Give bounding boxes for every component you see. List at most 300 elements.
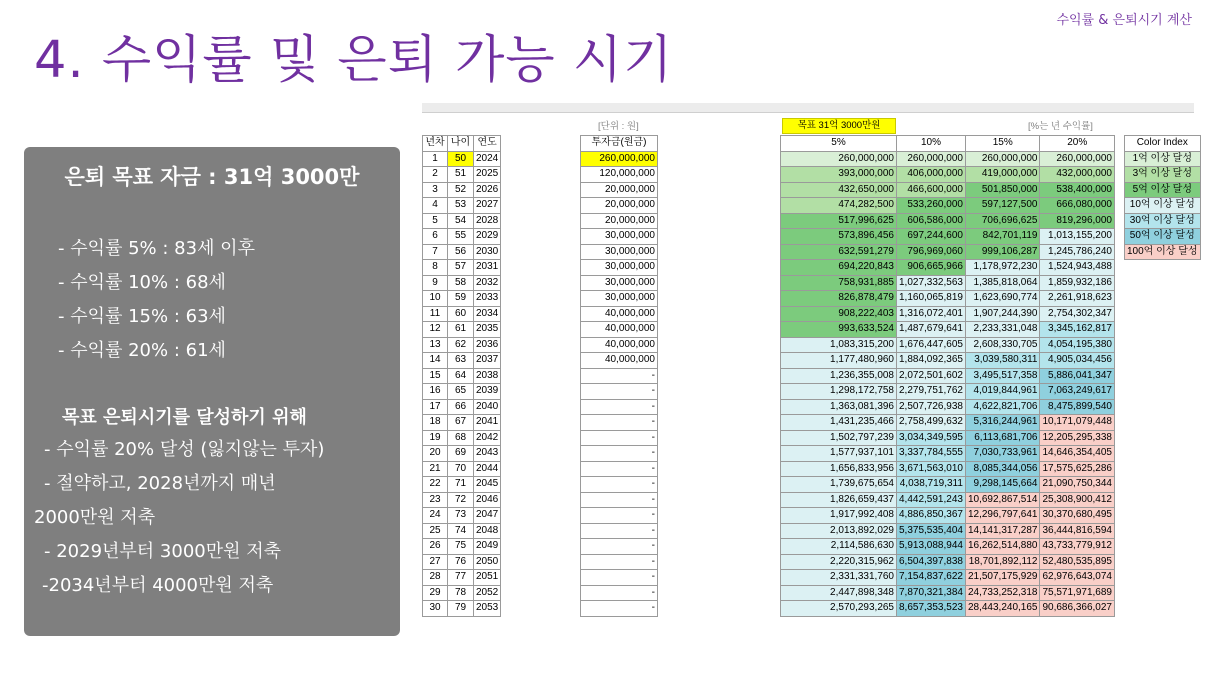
table-cell: 27 bbox=[423, 554, 448, 570]
table-row bbox=[781, 229, 1115, 245]
table-row bbox=[581, 244, 658, 260]
investment-table bbox=[580, 135, 658, 617]
rate-line: - 수익률 20% : 61세 bbox=[58, 340, 226, 361]
plan-line: 2000만원 저축 bbox=[34, 507, 156, 528]
table-row bbox=[581, 182, 658, 198]
table-cell: 20,000,000 bbox=[581, 213, 658, 229]
table-row bbox=[581, 492, 658, 508]
table-cell: 1,027,332,563 bbox=[897, 275, 966, 291]
table-cell: 2036 bbox=[474, 337, 501, 353]
table-cell: 59 bbox=[448, 291, 474, 307]
table-cell: 4,442,591,243 bbox=[897, 492, 966, 508]
header-row bbox=[1125, 136, 1201, 152]
table-cell: 432,650,000 bbox=[781, 182, 897, 198]
table-row bbox=[781, 260, 1115, 276]
table-cell: 1억 이상 달성 bbox=[1125, 151, 1201, 167]
table-row bbox=[581, 523, 658, 539]
table-cell: 5,913,088,944 bbox=[897, 539, 966, 555]
table-row bbox=[1125, 151, 1201, 167]
table-cell: 73 bbox=[448, 508, 474, 524]
table-cell: 260,000,000 bbox=[1040, 151, 1115, 167]
table-cell: 120,000,000 bbox=[581, 167, 658, 183]
table-cell: 826,878,479 bbox=[781, 291, 897, 307]
header-cell: 투자금(원금) bbox=[581, 136, 658, 152]
table-cell: 2,754,302,347 bbox=[1040, 306, 1115, 322]
table-cell: 260,000,000 bbox=[897, 151, 966, 167]
table-cell: 28,443,240,165 bbox=[965, 601, 1040, 617]
table-cell: 20 bbox=[423, 446, 448, 462]
table-cell: - bbox=[581, 477, 658, 493]
table-row bbox=[1125, 244, 1201, 260]
table-cell: 25 bbox=[423, 523, 448, 539]
table-cell: 63 bbox=[448, 353, 474, 369]
table-cell: 54 bbox=[448, 213, 474, 229]
table-cell: 21 bbox=[423, 461, 448, 477]
table-cell: 43,733,779,912 bbox=[1040, 539, 1115, 555]
table-cell: 7,030,733,961 bbox=[965, 446, 1040, 462]
table-row bbox=[581, 229, 658, 245]
table-cell: 4,038,719,311 bbox=[897, 477, 966, 493]
header-cell: 연도 bbox=[474, 136, 501, 152]
table-cell: 1,623,690,774 bbox=[965, 291, 1040, 307]
table-cell: 40,000,000 bbox=[581, 337, 658, 353]
plan-line: -2034년부터 4000만원 저축 bbox=[42, 575, 274, 596]
table-cell: - bbox=[581, 539, 658, 555]
table-row bbox=[781, 198, 1115, 214]
table-cell: 50 bbox=[448, 151, 474, 167]
table-row bbox=[423, 601, 501, 617]
table-cell: 10,171,079,448 bbox=[1040, 415, 1115, 431]
table-cell: 40,000,000 bbox=[581, 353, 658, 369]
table-cell: 78 bbox=[448, 585, 474, 601]
table-cell: - bbox=[581, 523, 658, 539]
table-cell: 2031 bbox=[474, 260, 501, 276]
table-cell: 2051 bbox=[474, 570, 501, 586]
table-row bbox=[581, 322, 658, 338]
table-cell: 2,279,751,762 bbox=[897, 384, 966, 400]
plan-line: - 수익률 20% 달성 (잃지않는 투자) bbox=[44, 439, 325, 460]
table-cell: 2033 bbox=[474, 291, 501, 307]
table-row bbox=[581, 539, 658, 555]
plan-line: - 2029년부터 3000만원 저축 bbox=[44, 541, 281, 562]
table-cell: 12 bbox=[423, 322, 448, 338]
table-cell: 72 bbox=[448, 492, 474, 508]
table-row bbox=[781, 446, 1115, 462]
spreadsheet-top-edge bbox=[422, 103, 1194, 113]
table-row bbox=[781, 508, 1115, 524]
table-cell: - bbox=[581, 570, 658, 586]
table-row bbox=[423, 492, 501, 508]
table-cell: 40,000,000 bbox=[581, 306, 658, 322]
table-cell: 1,245,786,240 bbox=[1040, 244, 1115, 260]
table-cell: 4,905,034,456 bbox=[1040, 353, 1115, 369]
table-cell: 1,177,480,960 bbox=[781, 353, 897, 369]
table-cell: 12,205,295,338 bbox=[1040, 430, 1115, 446]
table-cell: 1,385,818,064 bbox=[965, 275, 1040, 291]
table-cell: 1,859,932,186 bbox=[1040, 275, 1115, 291]
table-cell: - bbox=[581, 446, 658, 462]
table-cell: 1,236,355,008 bbox=[781, 368, 897, 384]
table-row bbox=[423, 151, 501, 167]
table-cell: 23 bbox=[423, 492, 448, 508]
table-row bbox=[781, 585, 1115, 601]
table-cell: 1,502,797,239 bbox=[781, 430, 897, 446]
table-cell: 517,996,625 bbox=[781, 213, 897, 229]
table-row bbox=[423, 275, 501, 291]
table-cell: 1,739,675,654 bbox=[781, 477, 897, 493]
table-cell: 1,907,244,390 bbox=[965, 306, 1040, 322]
table-cell: 30,000,000 bbox=[581, 275, 658, 291]
table-cell: 11 bbox=[423, 306, 448, 322]
table-row bbox=[581, 461, 658, 477]
table-row bbox=[781, 601, 1115, 617]
table-cell: 3억 이상 달성 bbox=[1125, 167, 1201, 183]
table-cell: 2026 bbox=[474, 182, 501, 198]
table-cell: 406,000,000 bbox=[897, 167, 966, 183]
table-row bbox=[781, 384, 1115, 400]
table-cell: 1,826,659,437 bbox=[781, 492, 897, 508]
table-row bbox=[581, 167, 658, 183]
table-cell: 64 bbox=[448, 368, 474, 384]
table-cell: 70 bbox=[448, 461, 474, 477]
table-cell: 10 bbox=[423, 291, 448, 307]
table-cell: 2024 bbox=[474, 151, 501, 167]
table-row bbox=[423, 291, 501, 307]
table-cell: 7,154,837,622 bbox=[897, 570, 966, 586]
table-row bbox=[423, 430, 501, 446]
table-cell: 13 bbox=[423, 337, 448, 353]
table-cell: 1,298,172,758 bbox=[781, 384, 897, 400]
table-cell: 2,220,315,962 bbox=[781, 554, 897, 570]
table-row bbox=[781, 213, 1115, 229]
header-cell: 20% bbox=[1040, 136, 1115, 152]
table-cell: 1,524,943,488 bbox=[1040, 260, 1115, 276]
table-cell: 53 bbox=[448, 198, 474, 214]
table-cell: 7 bbox=[423, 244, 448, 260]
table-cell: 1,083,315,200 bbox=[781, 337, 897, 353]
table-cell: 1,577,937,101 bbox=[781, 446, 897, 462]
table-cell: 10,692,867,514 bbox=[965, 492, 1040, 508]
table-cell: - bbox=[581, 461, 658, 477]
table-cell: 2035 bbox=[474, 322, 501, 338]
table-cell: 3 bbox=[423, 182, 448, 198]
table-cell: 1,656,833,956 bbox=[781, 461, 897, 477]
table-row bbox=[1125, 182, 1201, 198]
table-cell: 52 bbox=[448, 182, 474, 198]
panel-heading: 은퇴 목표 자금 : 31억 3000만 bbox=[64, 165, 360, 189]
header-cell: 나이 bbox=[448, 136, 474, 152]
table-cell: 69 bbox=[448, 446, 474, 462]
table-cell: 466,600,000 bbox=[897, 182, 966, 198]
table-cell: 474,282,500 bbox=[781, 198, 897, 214]
table-cell: 30 bbox=[423, 601, 448, 617]
table-cell: 20,000,000 bbox=[581, 182, 658, 198]
table-cell: - bbox=[581, 601, 658, 617]
table-row bbox=[581, 399, 658, 415]
table-row bbox=[423, 182, 501, 198]
table-cell: 2042 bbox=[474, 430, 501, 446]
table-cell: 2052 bbox=[474, 585, 501, 601]
table-cell: 694,220,843 bbox=[781, 260, 897, 276]
table-cell: 1 bbox=[423, 151, 448, 167]
table-cell: 2040 bbox=[474, 399, 501, 415]
table-cell: 74 bbox=[448, 523, 474, 539]
table-cell: - bbox=[581, 368, 658, 384]
table-row bbox=[781, 492, 1115, 508]
table-cell: 30,000,000 bbox=[581, 291, 658, 307]
unit-note: [단위 : 원] bbox=[598, 121, 639, 132]
table-cell: 597,127,500 bbox=[965, 198, 1040, 214]
table-row bbox=[581, 446, 658, 462]
table-cell: 55 bbox=[448, 229, 474, 245]
table-cell: 2,013,892,029 bbox=[781, 523, 897, 539]
table-row bbox=[581, 353, 658, 369]
table-row bbox=[781, 477, 1115, 493]
table-row bbox=[581, 306, 658, 322]
table-cell: 4,886,850,367 bbox=[897, 508, 966, 524]
table-cell: 10억 이상 달성 bbox=[1125, 198, 1201, 214]
summary-panel bbox=[24, 147, 400, 636]
table-cell: 432,000,000 bbox=[1040, 167, 1115, 183]
table-row bbox=[581, 477, 658, 493]
table-cell: 3,337,784,555 bbox=[897, 446, 966, 462]
table-cell: 6,504,397,838 bbox=[897, 554, 966, 570]
table-cell: 18,701,892,112 bbox=[965, 554, 1040, 570]
header-cell: 년차 bbox=[423, 136, 448, 152]
table-row bbox=[423, 244, 501, 260]
table-row bbox=[781, 523, 1115, 539]
table-cell: 5,886,041,347 bbox=[1040, 368, 1115, 384]
year-table bbox=[422, 135, 501, 617]
table-cell: 1,431,235,466 bbox=[781, 415, 897, 431]
table-cell: 666,080,000 bbox=[1040, 198, 1115, 214]
table-cell: 8 bbox=[423, 260, 448, 276]
table-cell: 56 bbox=[448, 244, 474, 260]
table-cell: 2,114,586,630 bbox=[781, 539, 897, 555]
table-cell: 606,586,000 bbox=[897, 213, 966, 229]
table-cell: 1,178,972,230 bbox=[965, 260, 1040, 276]
table-cell: 2028 bbox=[474, 213, 501, 229]
table-row bbox=[781, 399, 1115, 415]
table-cell: 2032 bbox=[474, 275, 501, 291]
table-cell: 20,000,000 bbox=[581, 198, 658, 214]
table-cell: 60 bbox=[448, 306, 474, 322]
table-cell: 100억 이상 달성 bbox=[1125, 244, 1201, 260]
table-cell: 2039 bbox=[474, 384, 501, 400]
table-cell: - bbox=[581, 554, 658, 570]
color-index-table bbox=[1124, 135, 1201, 260]
table-row bbox=[781, 554, 1115, 570]
table-cell: 758,931,885 bbox=[781, 275, 897, 291]
table-cell: 2034 bbox=[474, 306, 501, 322]
table-cell: 2,331,331,760 bbox=[781, 570, 897, 586]
table-row bbox=[781, 151, 1115, 167]
table-row bbox=[423, 198, 501, 214]
table-cell: 1,884,092,365 bbox=[897, 353, 966, 369]
table-cell: 2048 bbox=[474, 523, 501, 539]
table-cell: 999,106,287 bbox=[965, 244, 1040, 260]
table-row bbox=[1125, 198, 1201, 214]
rate-line: - 수익률 10% : 68세 bbox=[58, 272, 226, 293]
table-row bbox=[581, 213, 658, 229]
table-cell: 21,090,750,344 bbox=[1040, 477, 1115, 493]
table-row bbox=[581, 570, 658, 586]
table-cell: 19 bbox=[423, 430, 448, 446]
table-cell: 7,063,249,617 bbox=[1040, 384, 1115, 400]
table-cell: 2049 bbox=[474, 539, 501, 555]
table-cell: 29 bbox=[423, 585, 448, 601]
table-row bbox=[581, 198, 658, 214]
table-row bbox=[781, 415, 1115, 431]
table-cell: 2,758,499,632 bbox=[897, 415, 966, 431]
table-row bbox=[423, 384, 501, 400]
table-cell: 26 bbox=[423, 539, 448, 555]
header-row bbox=[581, 136, 658, 152]
table-cell: 1,013,155,200 bbox=[1040, 229, 1115, 245]
table-row bbox=[423, 229, 501, 245]
table-cell: 2041 bbox=[474, 415, 501, 431]
table-row bbox=[423, 415, 501, 431]
table-row bbox=[423, 585, 501, 601]
table-cell: 90,686,366,027 bbox=[1040, 601, 1115, 617]
table-cell: - bbox=[581, 415, 658, 431]
table-cell: 77 bbox=[448, 570, 474, 586]
table-cell: 30,000,000 bbox=[581, 260, 658, 276]
table-cell: 706,696,625 bbox=[965, 213, 1040, 229]
table-row bbox=[781, 244, 1115, 260]
table-cell: 18 bbox=[423, 415, 448, 431]
header-cell: 10% bbox=[897, 136, 966, 152]
table-cell: 2037 bbox=[474, 353, 501, 369]
table-cell: 8,657,353,523 bbox=[897, 601, 966, 617]
table-cell: 40,000,000 bbox=[581, 322, 658, 338]
table-cell: 1,676,447,605 bbox=[897, 337, 966, 353]
table-cell: 260,000,000 bbox=[781, 151, 897, 167]
table-cell: 51 bbox=[448, 167, 474, 183]
table-cell: 2030 bbox=[474, 244, 501, 260]
table-cell: 4 bbox=[423, 198, 448, 214]
table-cell: 21,507,175,929 bbox=[965, 570, 1040, 586]
table-cell: 1,487,679,641 bbox=[897, 322, 966, 338]
table-row bbox=[781, 337, 1115, 353]
table-cell: 75 bbox=[448, 539, 474, 555]
table-cell: 52,480,535,895 bbox=[1040, 554, 1115, 570]
table-cell: 57 bbox=[448, 260, 474, 276]
table-cell: 25,308,900,412 bbox=[1040, 492, 1115, 508]
table-cell: 5억 이상 달성 bbox=[1125, 182, 1201, 198]
table-cell: 260,000,000 bbox=[581, 151, 658, 167]
table-cell: 3,039,580,311 bbox=[965, 353, 1040, 369]
table-cell: 3,034,349,595 bbox=[897, 430, 966, 446]
table-cell: - bbox=[581, 492, 658, 508]
table-cell: 419,000,000 bbox=[965, 167, 1040, 183]
table-row bbox=[581, 275, 658, 291]
table-row bbox=[423, 213, 501, 229]
table-cell: 30,000,000 bbox=[581, 229, 658, 245]
header-cell: Color Index bbox=[1125, 136, 1201, 152]
table-cell: 4,019,844,961 bbox=[965, 384, 1040, 400]
table-row bbox=[423, 399, 501, 415]
table-cell: 2038 bbox=[474, 368, 501, 384]
table-row bbox=[581, 151, 658, 167]
table-cell: 2046 bbox=[474, 492, 501, 508]
table-row bbox=[423, 570, 501, 586]
table-cell: 632,591,279 bbox=[781, 244, 897, 260]
table-cell: - bbox=[581, 399, 658, 415]
table-cell: 36,444,816,594 bbox=[1040, 523, 1115, 539]
table-cell: 2,233,331,048 bbox=[965, 322, 1040, 338]
table-cell: 12,296,797,641 bbox=[965, 508, 1040, 524]
table-cell: 8,085,344,056 bbox=[965, 461, 1040, 477]
header-cell: 5% bbox=[781, 136, 897, 152]
table-cell: 573,896,456 bbox=[781, 229, 897, 245]
rate-line: - 수익률 5% : 83세 이후 bbox=[58, 238, 255, 259]
table-cell: 1,917,992,408 bbox=[781, 508, 897, 524]
table-row bbox=[581, 508, 658, 524]
table-cell: 30,370,680,495 bbox=[1040, 508, 1115, 524]
table-cell: 993,633,524 bbox=[781, 322, 897, 338]
table-cell: 9 bbox=[423, 275, 448, 291]
table-cell: 501,850,000 bbox=[965, 182, 1040, 198]
table-cell: 15 bbox=[423, 368, 448, 384]
table-row bbox=[581, 585, 658, 601]
table-cell: 2044 bbox=[474, 461, 501, 477]
table-row bbox=[423, 554, 501, 570]
table-row bbox=[423, 337, 501, 353]
table-cell: 2043 bbox=[474, 446, 501, 462]
table-cell: 65 bbox=[448, 384, 474, 400]
plan-line: - 절약하고, 2028년까지 매년 bbox=[44, 473, 276, 494]
table-cell: 1,160,065,819 bbox=[897, 291, 966, 307]
table-row bbox=[581, 430, 658, 446]
table-row bbox=[581, 337, 658, 353]
table-row bbox=[781, 322, 1115, 338]
table-cell: - bbox=[581, 585, 658, 601]
table-cell: 697,244,600 bbox=[897, 229, 966, 245]
table-cell: 533,260,000 bbox=[897, 198, 966, 214]
table-cell: 62 bbox=[448, 337, 474, 353]
table-row bbox=[781, 570, 1115, 586]
table-cell: 2,072,501,602 bbox=[897, 368, 966, 384]
table-row bbox=[1125, 229, 1201, 245]
table-cell: 17,575,625,286 bbox=[1040, 461, 1115, 477]
table-row bbox=[423, 353, 501, 369]
table-row bbox=[781, 306, 1115, 322]
header-row bbox=[423, 136, 501, 152]
panel-subheading: 목표 은퇴시기를 달성하기 위해 bbox=[62, 407, 307, 428]
table-cell: 908,222,403 bbox=[781, 306, 897, 322]
table-row bbox=[423, 368, 501, 384]
table-row bbox=[581, 368, 658, 384]
table-cell: 2,507,726,938 bbox=[897, 399, 966, 415]
table-cell: - bbox=[581, 508, 658, 524]
table-row bbox=[581, 415, 658, 431]
table-row bbox=[781, 291, 1115, 307]
table-cell: 2045 bbox=[474, 477, 501, 493]
table-cell: 17 bbox=[423, 399, 448, 415]
table-row bbox=[423, 446, 501, 462]
table-cell: 1,316,072,401 bbox=[897, 306, 966, 322]
table-cell: 3,345,162,817 bbox=[1040, 322, 1115, 338]
table-row bbox=[581, 601, 658, 617]
table-cell: 796,969,060 bbox=[897, 244, 966, 260]
table-cell: 30,000,000 bbox=[581, 244, 658, 260]
table-cell: 3,495,517,358 bbox=[965, 368, 1040, 384]
table-row bbox=[423, 477, 501, 493]
table-cell: 1,363,081,396 bbox=[781, 399, 897, 415]
table-cell: 68 bbox=[448, 430, 474, 446]
table-cell: 2,570,293,265 bbox=[781, 601, 897, 617]
